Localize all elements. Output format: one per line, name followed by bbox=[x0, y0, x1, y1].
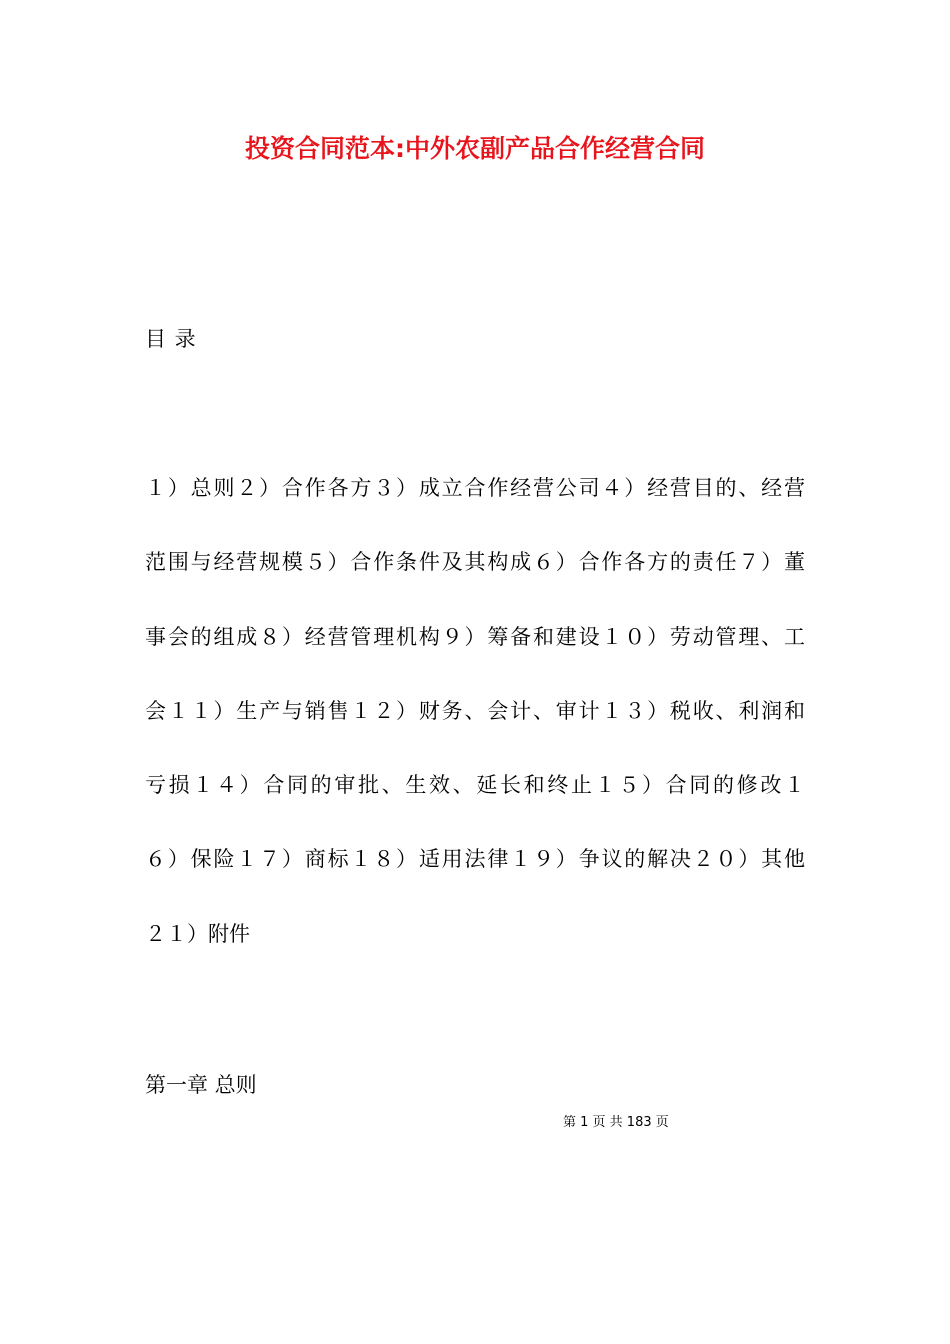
toc-heading: 目 录 bbox=[145, 327, 197, 351]
toc-line: ６）保险１７）商标１８）适用法律１９）争议的解决２０）其他 bbox=[145, 847, 805, 872]
toc-line: 亏损１４）合同的审批、生效、延长和终止１５）合同的修改１ bbox=[145, 773, 805, 798]
toc-line: 范围与经营规模５）合作条件及其构成６）合作各方的责任７）董 bbox=[145, 550, 805, 575]
toc-line: 会１１）生产与销售１２）财务、会计、审计１３）税收、利润和 bbox=[145, 698, 805, 723]
document-title: 投资合同范本:中外农副产品合作经营合同 bbox=[245, 134, 705, 163]
toc-line: １）总则２）合作各方３）成立合作经营公司４）经营目的、经营 bbox=[145, 476, 805, 500]
chapter-heading: 第一章 总则 bbox=[145, 1073, 257, 1097]
toc-body bbox=[145, 468, 805, 988]
page-number-footer: 第 1 页 共 183 页 bbox=[563, 1115, 669, 1130]
toc-line: ２１）附件 bbox=[145, 921, 250, 946]
toc-line: 事会的组成８）经营管理机构９）筹备和建设１０）劳动管理、工 bbox=[145, 624, 805, 649]
